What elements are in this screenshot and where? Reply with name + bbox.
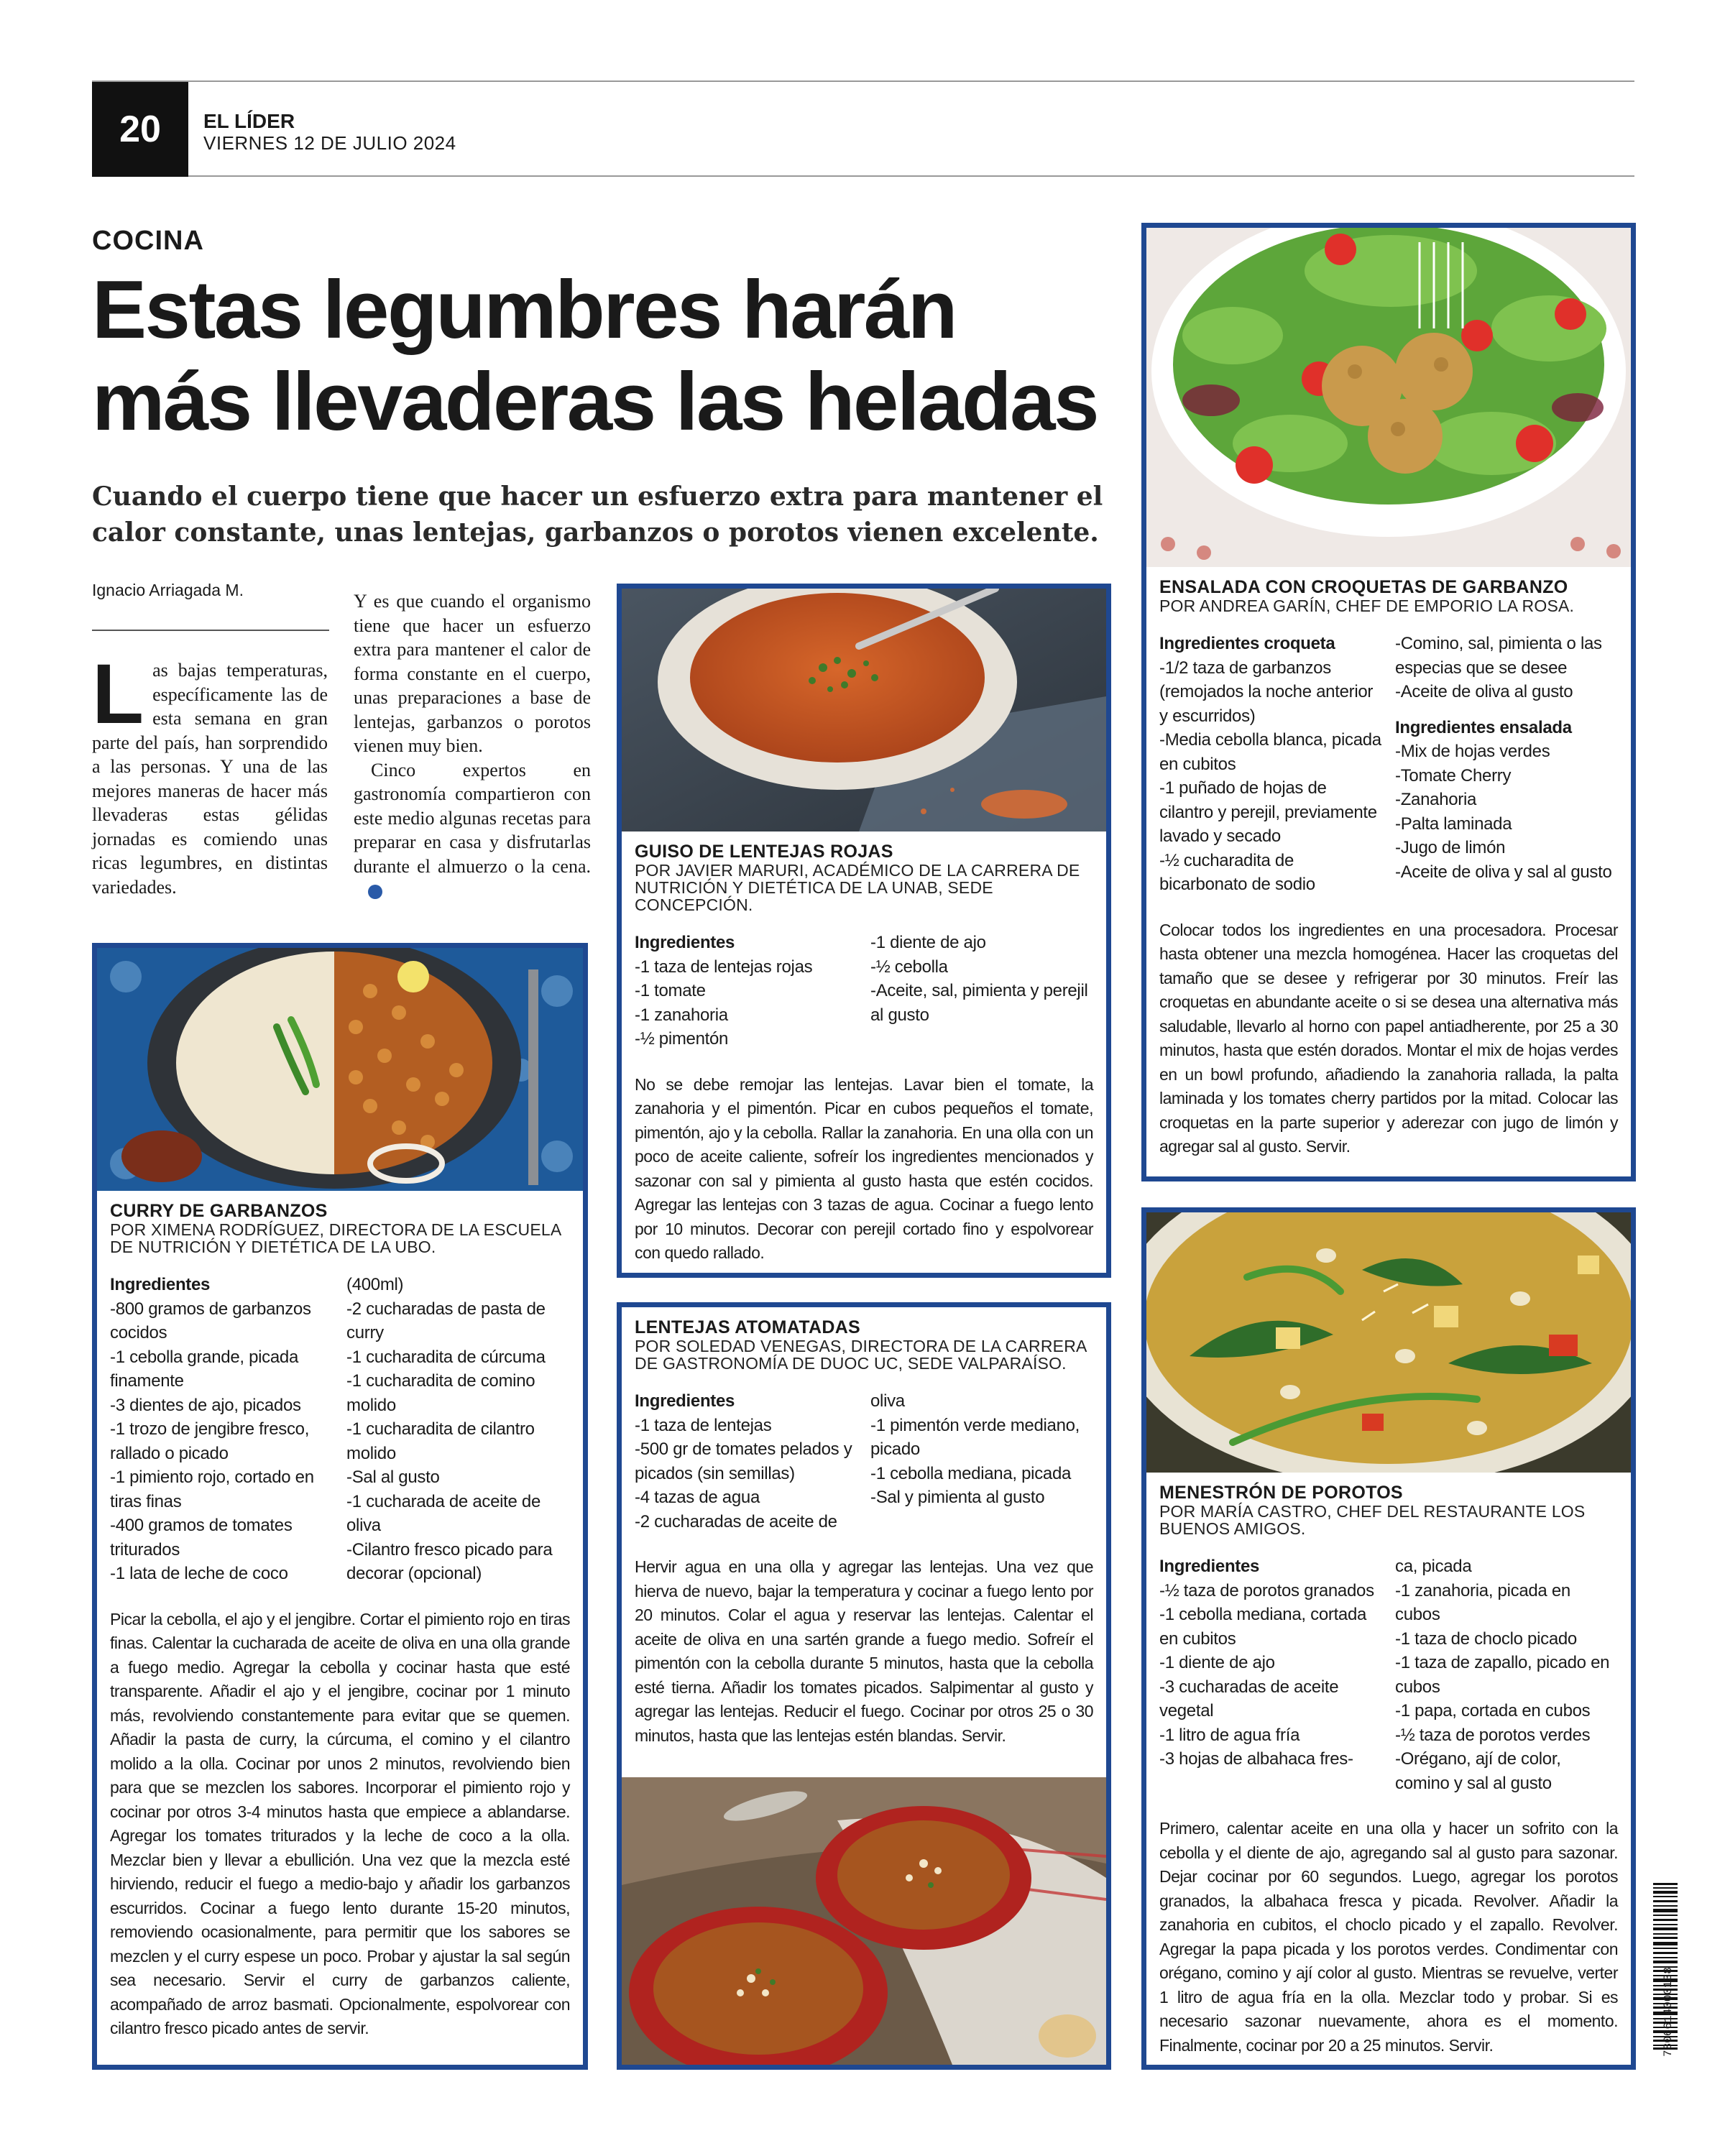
article-paragraph-2: Y es que cuando el organismo tiene que hacer un esfuerzo extra para mantener el calor de forma constante en el cuerpo, unas preparaciones a base de lentejas, garbanzos o porotos vienen muy bien. xyxy=(354,591,591,756)
ingredient-item: -Cilantro fresco picado para decorar (opcional) xyxy=(346,1539,553,1583)
headline-line-2: más llevaderas las heladas xyxy=(92,356,1098,448)
ingredient-item: -4 tazas de agua xyxy=(635,1488,760,1507)
headline xyxy=(92,264,1120,448)
ingredient-item: -1 cucharadita de comino molido xyxy=(346,1371,535,1415)
ingredients-heading: Ingredientes xyxy=(110,1275,211,1294)
article-deck: Cuando el cuerpo tiene que hacer un esfuerzo extra para mantener el calor constante, unas lentejas, garbanzos o porotos vienen excelente. xyxy=(92,482,1103,548)
ingredient-item: -Tomate Cherry xyxy=(1395,765,1512,786)
recipe-author: POR ANDREA GARÍN, CHEF DE EMPORIO LA ROSA. xyxy=(1159,596,1575,615)
ingredient-item: -1 taza de lentejas xyxy=(635,1415,772,1435)
ingredient-item: -1 taza de choclo picado xyxy=(1395,1628,1577,1649)
recipe-steps: Picar la cebolla, el ajo y el jengibre. Cortar el pimiento rojo en tiras finas. Calentar la cucharada de aceite de oliva en una olla grande a fuego medio. Agregar la cebolla y cocinar hasta que esté transparente. Añadir el ajo y el jengibre, cocinar por 1 minuto más, revolviendo constantemente para evitar que se quemen. Añadir la pasta de curry, la cúrcuma, el comino y el cilantro molido a la olla. Cocinar por unos 2 minutos, revolviendo bien para que se mezclen los sabores. Incorporar el pimiento rojo y cocinar por otros 3-4 minutos hasta que empiece a ablandarse. Agregar los tomates triturados y la leche de coco a la olla. Mezclar bien y llevar a ebullición. Una vez que la mezcla esté hirviendo, reducir el fuego a medio-bajo y añadir los garbanzos escurridos. Cocinar a fuego lento durante 15-20 minutos, removiendo ocasionalmente, para permitir que los sabores se mezclen y el curry espese un poco. Probar y ajustar la sal según sea necesario. Servir el curry de garbanzos caliente, acompañado de arroz basmati. Opcionalmente, espolvorear con cilantro fresco picado antes de servir. xyxy=(110,1609,570,2037)
headline-line-1: Estas legumbres harán xyxy=(92,264,957,356)
ingredient-item: -1/2 taza de garbanzos (remojados la noche anterior y escurridos) xyxy=(1159,658,1374,726)
ingredient-item: -1 pimentón verde mediano, picado xyxy=(870,1415,1080,1459)
ingredients-heading: Ingredientes xyxy=(635,1391,735,1411)
ingredient-item: -Sal y pimienta al gusto xyxy=(870,1488,1045,1507)
ingredient-item: -1 pimiento rojo, cortado en tiras finas xyxy=(110,1468,314,1511)
ingredient-item: -Aceite de oliva y sal al gusto xyxy=(1395,862,1612,882)
end-of-article-icon: ✪ xyxy=(368,885,382,899)
ingredients-column-2 xyxy=(346,1273,570,1586)
recipe-title: ENSALADA CON CROQUETAS DE GARBANZO xyxy=(1159,577,1568,597)
recipe-title: CURRY DE GARBANZOS xyxy=(110,1201,328,1221)
recipe-title: LENTEJAS ATOMATADAS xyxy=(635,1317,861,1337)
ingredients-column-1 xyxy=(635,931,857,1051)
ingredient-item: -Palta laminada xyxy=(1395,814,1512,834)
ingredients-column-2 xyxy=(870,1389,1093,1534)
recipe-author: POR JAVIER MARURI, ACADÉMICO DE LA CARRERA DE NUTRICIÓN Y DIETÉTICA DE LA UNAB, SEDE CONCEPCIÓN. xyxy=(635,861,1080,914)
ingredient-item: -Media cebolla blanca, picada en cubitos xyxy=(1159,730,1381,774)
recipe-author: POR XIMENA RODRÍGUEZ, DIRECTORA DE LA ESCUELA DE NUTRICIÓN Y DIETÉTICA DE LA UBO. xyxy=(110,1220,561,1256)
barcode-digits: 7806614000138 xyxy=(1662,1967,1675,2057)
ingredients xyxy=(1159,632,1618,897)
ingredient-item: -1 litro de agua fría xyxy=(1159,1725,1300,1745)
ingredient-item: -1 papa, cortada en cubos xyxy=(1395,1701,1591,1720)
recipe-box-curry-garbanzos xyxy=(92,943,588,2070)
ingredient-item: -½ pimentón xyxy=(635,1029,729,1049)
article-column-2 xyxy=(354,589,591,903)
ingredients-heading: Ingredientes xyxy=(635,933,735,952)
ingredient-item: -Aceite de oliva al gusto xyxy=(1395,682,1573,701)
ingredient-item: oliva xyxy=(870,1391,905,1411)
ingredient-item: ca, picada xyxy=(1395,1557,1472,1576)
recipe-steps: Colocar todos los ingredientes en una procesadora. Procesar hasta obtener una mezcla homogénea. Hacer las croquetas del tamaño que se desee y refrigerar por 30 minutos. Freír las croquetas en abundante aceite o si se desea una alternativa más saludable, llevarlo al horno con papel antiadherente, por 25 a 30 minutos, hasta que estén dorados. Montar el mix de hojas verdes en un bowl profundo, añadiendo la zanahoria rallada, la palta laminada y los tomates cherry partidos por la mitad. Colocar las croquetas en la parte superior y aderezar con jugo de limón y agregar sal al gusto. Servir. xyxy=(1159,920,1618,1156)
recipe-author: POR MARÍA CASTRO, CHEF DEL RESTAURANTE LOS BUENOS AMIGOS. xyxy=(1159,1502,1586,1538)
ingredients-column-1 xyxy=(635,1389,857,1534)
article-column-1 xyxy=(92,647,328,899)
ingredients-column-1 xyxy=(1159,1554,1382,1795)
ingredient-item: -1 cebolla mediana, picada xyxy=(870,1463,1072,1483)
ingredients-heading-croqueta: Ingredientes croqueta xyxy=(1159,634,1335,653)
ingredients-column-1 xyxy=(1159,632,1382,897)
ingredients-column-1 xyxy=(110,1273,334,1586)
drop-cap: L xyxy=(92,647,144,742)
page-number: 20 xyxy=(92,82,188,177)
ingredient-item: -Zanahoria xyxy=(1395,790,1477,809)
ingredient-item: -Aceite, sal, pimienta y perejil al gusto xyxy=(870,981,1088,1025)
page-header xyxy=(92,80,1634,177)
ingredient-item: -2 cucharadas de aceite de xyxy=(635,1511,837,1531)
ingredient-item: -2 cucharadas de pasta de curry xyxy=(346,1299,546,1342)
ingredient-item: -1 zanahoria xyxy=(635,1005,728,1025)
ingredients-column-2 xyxy=(870,931,1093,1051)
ingredient-item: -1 diente de ajo xyxy=(1159,1653,1275,1672)
recipe-box-lentejas-atomatadas xyxy=(617,1302,1111,2070)
recipe-author: POR SOLEDAD VENEGAS, DIRECTORA DE LA CARRERA DE GASTRONOMÍA DE DUOC UC, SEDE VALPARAÍSO. xyxy=(635,1337,1087,1373)
ingredient-item: -400 gramos de tomates triturados xyxy=(110,1516,293,1560)
ingredient-item: -1 cebolla grande, picada finamente xyxy=(110,1347,299,1391)
ingredient-item: -1 puñado de hojas de cilantro y perejil, previamente lavado y secado xyxy=(1159,778,1377,846)
ingredient-item: -Sal al gusto xyxy=(346,1468,440,1487)
ingredient-item: -1 lata de leche de coco xyxy=(110,1564,288,1583)
newspaper-name: EL LÍDER xyxy=(203,110,295,132)
bean-minestrone-photo xyxy=(1146,1212,1631,1473)
ingredient-item: -1 diente de ajo xyxy=(870,933,986,952)
ingredient-item: -½ taza de porotos verdes xyxy=(1395,1725,1591,1745)
recipe-body xyxy=(1146,1473,1631,2058)
ingredients-heading: Ingredientes xyxy=(1159,1557,1260,1576)
ingredient-item: -Mix de hojas verdes xyxy=(1395,742,1550,761)
ingredient-item: -800 gramos de garbanzos cocidos xyxy=(110,1299,311,1342)
recipe-title: MENESTRÓN DE POROTOS xyxy=(1159,1483,1403,1503)
ingredient-item: -3 hojas de albahaca fres- xyxy=(1159,1749,1353,1769)
ingredient-item: -1 zanahoria, picada en cubos xyxy=(1395,1580,1570,1624)
ingredient-item: -500 gr de tomates pelados y picados (sin semillas) xyxy=(635,1439,852,1483)
recipe-box-ensalada-croquetas xyxy=(1141,223,1636,1181)
article-paragraph xyxy=(92,647,328,899)
recipe-body xyxy=(1146,567,1631,1159)
recipe-title: GUISO DE LENTEJAS ROJAS xyxy=(635,842,893,862)
ingredient-item: -1 trozo de jengibre fresco, rallado o picado xyxy=(110,1419,310,1463)
ingredient-item: -½ taza de porotos granados xyxy=(1159,1580,1374,1600)
chickpea-curry-photo xyxy=(97,948,583,1191)
section-label: COCINA xyxy=(92,226,204,256)
ingredient-item: -1 taza de zapallo, picado en cubos xyxy=(1395,1653,1610,1697)
ingredient-item: -Comino, sal, pimienta o las especias que se desee xyxy=(1395,634,1602,678)
recipe-body xyxy=(622,1307,1106,1748)
byline: Ignacio Arriagada M. xyxy=(92,581,244,599)
ingredients-heading-ensalada: Ingredientes ensalada xyxy=(1395,717,1572,737)
tomato-lentils-photo xyxy=(622,1777,1106,2065)
ingredient-item: -3 cucharadas de aceite vegetal xyxy=(1159,1677,1339,1720)
article-paragraph-3 xyxy=(354,758,591,903)
ingredients xyxy=(1159,1554,1618,1795)
recipe-box-guiso-lentejas-rojas xyxy=(617,584,1111,1278)
article-paragraph-3-text: Cinco expertos en gastronomía compartieron con este medio algunas recetas para preparar en casa y disfrutarlas durante el almuerzo o la cena. xyxy=(354,759,591,877)
ingredient-item: -1 cucharada de aceite de oliva xyxy=(346,1491,541,1535)
ingredient-item: -1 tomate xyxy=(635,981,706,1000)
ingredient-item: -½ cucharadita de bicarbonato de sodio xyxy=(1159,850,1315,894)
recipe-steps: No se debe remojar las lentejas. Lavar bien el tomate, la zanahoria y el pimentón. Picar en cubos pequeños el tomate, pimentón, ajo y la cebolla. Rallar la zanahoria. En una olla con un poco de aceite caliente, sofreír los ingredientes mencionados y sazonar con sal y pimienta al gusto hasta que estén cocidos. Agregar las lentejas con 3 tazas de agua. Cocinar a fuego lento por 10 minutos. Decorar con perejil cortado fino y espolvorear con quedo rallado. xyxy=(635,1074,1093,1262)
ingredient-item: -1 cebolla mediana, cortada en cubitos xyxy=(1159,1605,1367,1649)
ingredient-item: -½ cebolla xyxy=(870,957,948,977)
article-paragraph-1-text: as bajas temperaturas, específicamente las de esta semana en gran parte del país, han sorprendido a las personas. Y una de las mejores maneras de hacer más llevaderas estas gélidas jornadas es comiendo unas ricas legumbres, en distintas variedades. xyxy=(92,660,328,898)
recipe-body xyxy=(622,831,1106,1266)
chickpea-croquette-salad-photo xyxy=(1146,228,1631,567)
ingredients-column-2 xyxy=(1395,1554,1618,1795)
ingredient-item: -1 taza de lentejas rojas xyxy=(635,957,813,977)
ingredient-item: -3 dientes de ajo, picados xyxy=(110,1395,301,1415)
recipe-steps: Hervir agua en una olla y agregar las lentejas. Una vez que hierva de nuevo, bajar la temperatura y cocinar a fuego lento por 20 minutos. Colar el agua y reservar las lentejas. Calentar el aceite de oliva en una sartén grande a fuego medio. Sofreír el pimentón con la cebolla durante 5 minutos, hasta que la cebolla esté tierna. Añadir los tomates picados. Salpimentar al gusto y agregar las lentejas. Reducir el fuego. Cocinar por otros 25 o 30 minutos, hasta que las lentejas estén blandas. Servir. xyxy=(635,1557,1093,1745)
ingredient-item: -1 cucharadita de cúrcuma xyxy=(346,1347,546,1367)
ingredient-item: (400ml) xyxy=(346,1275,404,1294)
ingredient-item: -1 cucharadita de cilantro molido xyxy=(346,1419,535,1463)
recipe-box-menestron-porotos xyxy=(1141,1207,1636,2070)
issue-date: VIERNES 12 DE JULIO 2024 xyxy=(203,132,456,154)
ingredients xyxy=(635,931,1093,1051)
lentil-soup-photo xyxy=(622,589,1106,831)
ingredients xyxy=(635,1389,1093,1534)
byline-divider xyxy=(92,630,329,631)
ingredient-item: -Orégano, ají de color, comino y sal al gusto xyxy=(1395,1749,1561,1793)
ingredients xyxy=(110,1273,570,1586)
recipe-body xyxy=(97,1191,583,2041)
ingredients-column-2 xyxy=(1395,632,1618,897)
ingredient-item: -Jugo de limón xyxy=(1395,838,1506,857)
masthead xyxy=(203,111,456,154)
recipe-steps: Primero, calentar aceite en una olla y hacer un sofrito con la cebolla y el diente de ajo, agregando sal al gusto para sazonar. Dejar cocinar por 60 segundos. Luego, agregar los porotos granados, la albahaca fresca y picada. Revolver. Añadir la zanahoria en cubitos, el choclo picado y el zapallo. Revolver. Agregar la papa picada y los porotos verdes. Condimentar con orégano, comino y ají color al gusto. Mientras se revuelve, verter 1 litro de agua fría en la olla. Mezclar todo y probar. Si es necesario sazonar nuevamente, ahora es el momento. Finalmente, cocinar por 20 a 25 minutos. Servir. xyxy=(1159,1819,1618,2055)
